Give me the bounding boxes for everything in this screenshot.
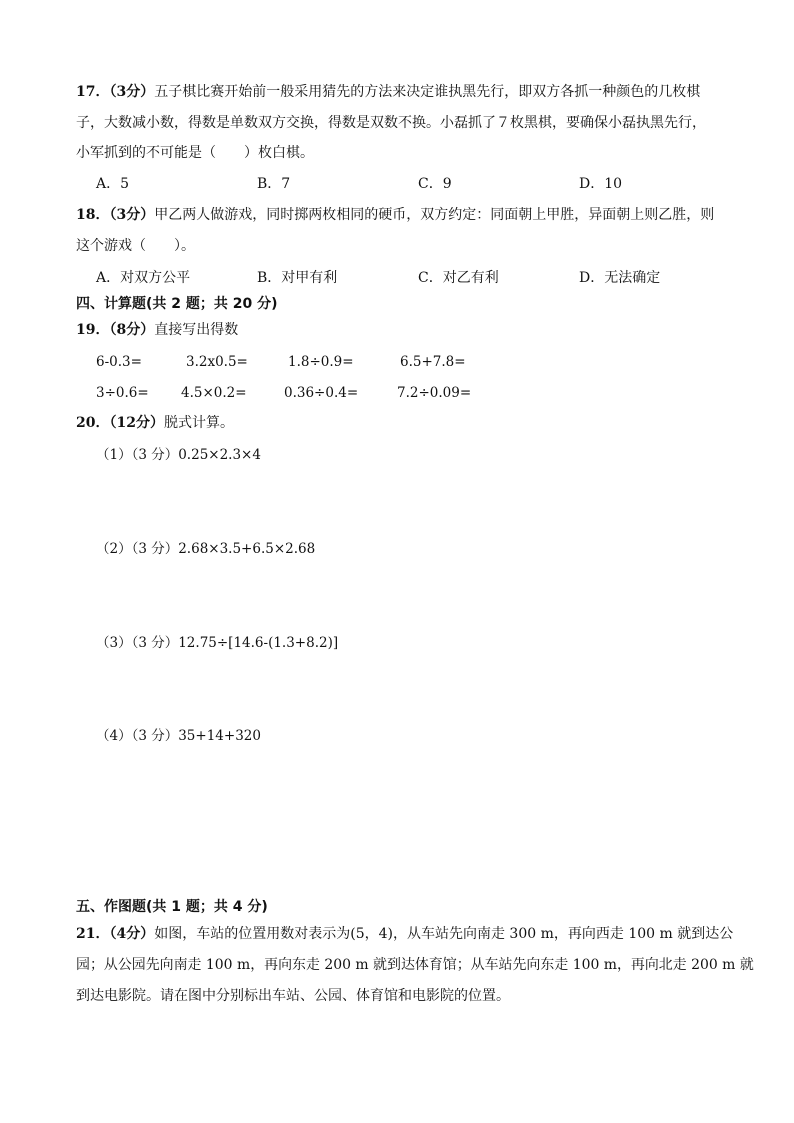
q20-item-1: （1）（3 分）0.25×2.3×4	[96, 447, 261, 463]
q19-line	[76, 320, 238, 340]
q17-text-1: 五子棋比赛开始前一般采用猜先的方法来决定谁执黑先行，即双方各抓一种颜色的几枚棋	[154, 84, 701, 100]
q19-item: 3.2x0.5=	[186, 354, 248, 370]
q18-line2: 这个游戏（ ）。	[76, 238, 195, 254]
q17-line1	[76, 82, 700, 102]
q18-text-1: 甲乙两人做游戏，同时掷两枚相同的硬币，双方约定：同面朝上甲胜，异面朝上则乙胜，则	[154, 207, 715, 223]
q21-score: （4分）	[109, 926, 155, 942]
q18-line1	[76, 205, 714, 225]
q19-score: （8分）	[109, 322, 155, 338]
q18-option-b: B．对甲有利	[257, 270, 338, 286]
q18-option-d: D．无法确定	[579, 270, 661, 286]
q19-prompt: 直接写出得数	[154, 322, 239, 338]
q19-item: 3÷0.6=	[96, 385, 149, 401]
q17-score: （3分）	[109, 84, 155, 100]
q17-option-a: A．5	[96, 176, 130, 192]
section-4-heading: 四、计算题(共 2 题；共 20 分)	[76, 296, 278, 312]
q21-number: 21．	[76, 926, 110, 942]
q21-line1	[76, 924, 733, 944]
q19-item: 4.5×0.2=	[181, 385, 247, 401]
q19-item: 1.8÷0.9=	[288, 354, 354, 370]
q21-line2: 园；从公园先向南走 100 m，再向东走 200 m 就到达体育馆；从车站先向东走 100 m，再向北走 200 m 就	[76, 957, 754, 973]
q17-line2: 子，大数减小数，得数是单数双方交换，得数是双数不换。小磊抓了７枚黑棋，要确保小磊执黑先行，	[76, 115, 706, 131]
q20-prompt: 脱式计算。	[163, 415, 234, 431]
q17-option-c: C．9	[418, 176, 452, 192]
q18-score: （3分）	[109, 207, 155, 223]
q18-option-c: C．对乙有利	[418, 270, 499, 286]
q19-item: 6-0.3=	[96, 354, 142, 370]
q17-option-d: D．10	[579, 176, 623, 192]
q18-option-a: A．对双方公平	[96, 270, 191, 286]
q20-number: 20．	[76, 415, 110, 431]
q20-line	[76, 413, 234, 433]
q17-number: 17．	[76, 84, 110, 100]
q21-text-1: 如图，车站的位置用数对表示为(5，4)，从车站先向南走 300 m，再向西走 100 m 就到达公	[154, 926, 734, 942]
q21-line3: 到达电影院。请在图中分别标出车站、公园、体育馆和电影院的位置。	[76, 988, 510, 1004]
q20-item-4: （4）（3 分）35+14+320	[96, 728, 261, 744]
q17-line3: 小军抓到的不可能是（ ）枚白棋。	[76, 145, 314, 161]
q20-item-3: （3）（3 分）12.75÷[14.6-(1.3+8.2)]	[96, 635, 339, 651]
q20-score: （12分）	[109, 415, 164, 431]
q19-number: 19．	[76, 322, 110, 338]
q19-item: 0.36÷0.4=	[284, 385, 359, 401]
q17-option-b: B．7	[257, 176, 291, 192]
section-5-heading: 五、作图题(共 1 题；共 4 分)	[76, 899, 268, 915]
q20-item-2: （2）（3 分）2.68×3.5+6.5×2.68	[96, 541, 316, 557]
q18-number: 18．	[76, 207, 110, 223]
q19-item: 6.5+7.8=	[400, 354, 466, 370]
q19-item: 7.2÷0.09=	[397, 385, 472, 401]
